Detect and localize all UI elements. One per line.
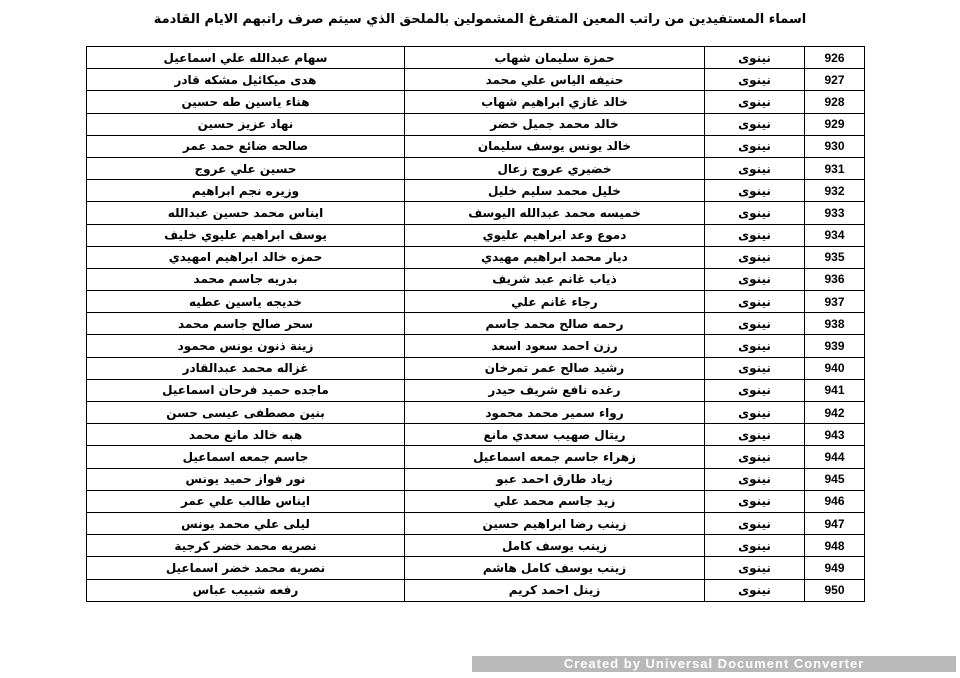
beneficiary-name-cell: خديجه ياسين عطيه (87, 291, 405, 313)
table-row (87, 69, 865, 91)
table-row (87, 335, 865, 357)
province-cell: نينوى (705, 424, 805, 446)
employee-name-cell: خضيري عروج زعال (405, 157, 705, 179)
table-row (87, 246, 865, 268)
table-row (87, 180, 865, 202)
beneficiary-name-cell: ماجده حميد فرحان اسماعيل (87, 379, 405, 401)
beneficiary-name-cell: نور فواز حميد يونس (87, 468, 405, 490)
table-row (87, 291, 865, 313)
table-row (87, 579, 865, 601)
table-body (87, 47, 865, 602)
province-cell: نينوى (705, 535, 805, 557)
province-cell: نينوى (705, 468, 805, 490)
table-row (87, 313, 865, 335)
beneficiary-name-cell: حمزه خالد ابراهيم امهيدي (87, 246, 405, 268)
beneficiary-name-cell: جاسم جمعه اسماعيل (87, 446, 405, 468)
table-row (87, 379, 865, 401)
employee-name-cell: رجاء غانم علي (405, 291, 705, 313)
beneficiary-name-cell: سحر صالح جاسم محمد (87, 313, 405, 335)
employee-name-cell: زيد جاسم محمد علي (405, 490, 705, 512)
serial-number-cell: 948 (805, 535, 865, 557)
table-row (87, 402, 865, 424)
beneficiary-name-cell: حسين علي عروج (87, 157, 405, 179)
province-cell: نينوى (705, 402, 805, 424)
table-row (87, 557, 865, 579)
serial-number-cell: 928 (805, 91, 865, 113)
beneficiary-name-cell: غزاله محمد عبدالقادر (87, 357, 405, 379)
province-cell: نينوى (705, 512, 805, 534)
employee-name-cell: حمزة سليمان شهاب (405, 47, 705, 69)
province-cell: نينوى (705, 379, 805, 401)
employee-name-cell: زينل احمد كريم (405, 579, 705, 601)
employee-name-cell: زينب يوسف كامل (405, 535, 705, 557)
table-row (87, 512, 865, 534)
serial-number-cell: 942 (805, 402, 865, 424)
employee-name-cell: رحمه صالح محمد جاسم (405, 313, 705, 335)
province-cell: نينوى (705, 579, 805, 601)
table-row (87, 157, 865, 179)
beneficiary-name-cell: ايناس طالب علي عمر (87, 490, 405, 512)
serial-number-cell: 934 (805, 224, 865, 246)
table-row (87, 268, 865, 290)
serial-number-cell: 932 (805, 180, 865, 202)
employee-name-cell: زينب يوسف كامل هاشم (405, 557, 705, 579)
serial-number-cell: 947 (805, 512, 865, 534)
province-cell: نينوى (705, 557, 805, 579)
table-row (87, 47, 865, 69)
serial-number-cell: 937 (805, 291, 865, 313)
serial-number-cell: 945 (805, 468, 865, 490)
employee-name-cell: ريتال صهيب سعدي مانع (405, 424, 705, 446)
employee-name-cell: حنيفه الياس علي محمد (405, 69, 705, 91)
serial-number-cell: 939 (805, 335, 865, 357)
table-row (87, 490, 865, 512)
beneficiary-name-cell: وزيره نجم ابراهيم (87, 180, 405, 202)
beneficiaries-table (86, 46, 865, 602)
employee-name-cell: رغده نافع شريف حيدر (405, 379, 705, 401)
province-cell: نينوى (705, 202, 805, 224)
province-cell: نينوى (705, 224, 805, 246)
beneficiary-name-cell: يوسف ابراهيم عليوي خليف (87, 224, 405, 246)
beneficiary-name-cell: هدى ميكائيل مشكه قادر (87, 69, 405, 91)
beneficiary-name-cell: صالحه ضائع حمد عمر (87, 135, 405, 157)
employee-name-cell: زينب رضا ابراهيم حسين (405, 512, 705, 534)
table-row (87, 135, 865, 157)
serial-number-cell: 926 (805, 47, 865, 69)
employee-name-cell: خالد محمد جميل خضر (405, 113, 705, 135)
page-title: اسماء المستفيدين من راتب المعين المتفرغ المشمولين بالملحق الذي سيتم صرف راتبهم الايام القادمة (153, 12, 807, 27)
table-row (87, 91, 865, 113)
employee-name-cell: رشيد صالح عمر تمرخان (405, 357, 705, 379)
province-cell: نينوى (705, 47, 805, 69)
province-cell: نينوى (705, 246, 805, 268)
serial-number-cell: 935 (805, 246, 865, 268)
employee-name-cell: دموع وعد ابراهيم عليوي (405, 224, 705, 246)
province-cell: نينوى (705, 490, 805, 512)
table-row (87, 224, 865, 246)
table-row (87, 468, 865, 490)
province-cell: نينوى (705, 268, 805, 290)
employee-name-cell: خميسه محمد عبدالله اليوسف (405, 202, 705, 224)
table-row (87, 113, 865, 135)
employee-name-cell: رزن احمد سعود اسعد (405, 335, 705, 357)
table-row (87, 535, 865, 557)
serial-number-cell: 929 (805, 113, 865, 135)
beneficiary-name-cell: نهاد عزيز حسين (87, 113, 405, 135)
beneficiary-name-cell: رفعه شبيب عباس (87, 579, 405, 601)
province-cell: نينوى (705, 313, 805, 335)
serial-number-cell: 949 (805, 557, 865, 579)
province-cell: نينوى (705, 113, 805, 135)
serial-number-cell: 946 (805, 490, 865, 512)
employee-name-cell: زياد طارق احمد عبو (405, 468, 705, 490)
employee-name-cell: زهراء جاسم جمعه اسماعيل (405, 446, 705, 468)
beneficiary-name-cell: هبه خالد مانع محمد (87, 424, 405, 446)
province-cell: نينوى (705, 335, 805, 357)
table-row (87, 357, 865, 379)
employee-name-cell: خالد غازي ابراهيم شهاب (405, 91, 705, 113)
table-row (87, 424, 865, 446)
employee-name-cell: ديار محمد ابراهيم مهيدي (405, 246, 705, 268)
table-row (87, 202, 865, 224)
serial-number-cell: 943 (805, 424, 865, 446)
serial-number-cell: 941 (805, 379, 865, 401)
serial-number-cell: 933 (805, 202, 865, 224)
province-cell: نينوى (705, 135, 805, 157)
employee-name-cell: خليل محمد سليم خليل (405, 180, 705, 202)
serial-number-cell: 930 (805, 135, 865, 157)
serial-number-cell: 940 (805, 357, 865, 379)
province-cell: نينوى (705, 446, 805, 468)
beneficiary-name-cell: بدريه جاسم محمد (87, 268, 405, 290)
beneficiary-name-cell: نصريه محمد خضر اسماعيل (87, 557, 405, 579)
table-row (87, 446, 865, 468)
employee-name-cell: رواء سمير محمد محمود (405, 402, 705, 424)
beneficiary-name-cell: ايناس محمد حسين عبدالله (87, 202, 405, 224)
serial-number-cell: 938 (805, 313, 865, 335)
province-cell: نينوى (705, 180, 805, 202)
province-cell: نينوى (705, 157, 805, 179)
province-cell: نينوى (705, 291, 805, 313)
serial-number-cell: 927 (805, 69, 865, 91)
beneficiary-name-cell: ليلى علي محمد يونس (87, 512, 405, 534)
employee-name-cell: ذياب غانم عبد شريف (405, 268, 705, 290)
serial-number-cell: 944 (805, 446, 865, 468)
beneficiary-name-cell: هناء ياسين طه حسين (87, 91, 405, 113)
beneficiary-name-cell: سهام عبدالله علي اسماعيل (87, 47, 405, 69)
province-cell: نينوى (705, 357, 805, 379)
beneficiary-name-cell: بنين مصطفى عيسى حسن (87, 402, 405, 424)
beneficiary-name-cell: زينة ذنون يونس محمود (87, 335, 405, 357)
serial-number-cell: 936 (805, 268, 865, 290)
serial-number-cell: 950 (805, 579, 865, 601)
province-cell: نينوى (705, 69, 805, 91)
converter-watermark: Created by Universal Document Converter (472, 656, 956, 672)
employee-name-cell: خالد يونس يوسف سليمان (405, 135, 705, 157)
serial-number-cell: 931 (805, 157, 865, 179)
province-cell: نينوى (705, 91, 805, 113)
beneficiary-name-cell: نصريه محمد خضر كرجية (87, 535, 405, 557)
